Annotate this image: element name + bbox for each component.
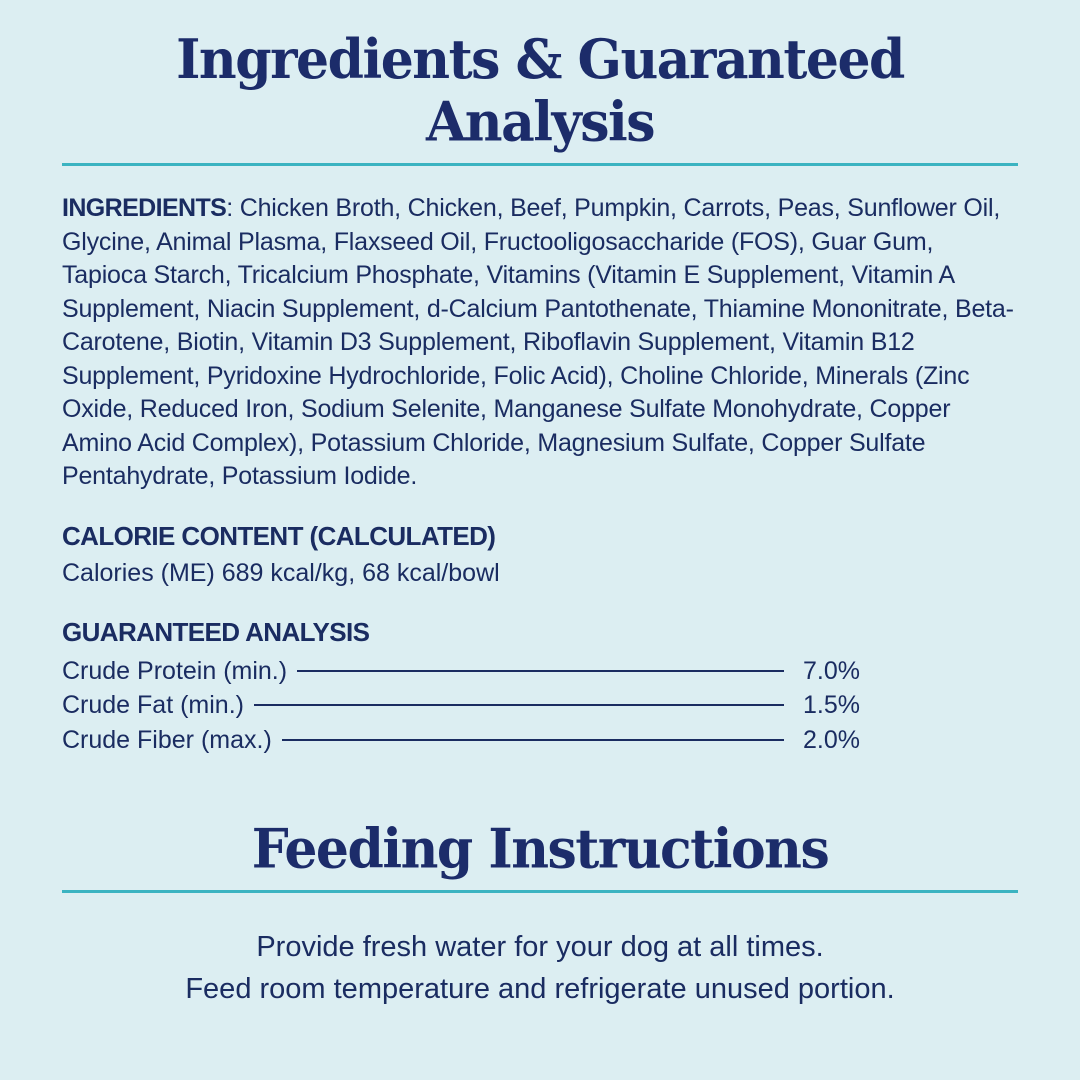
ingredients-label: INGREDIENTS	[62, 194, 227, 222]
title-divider-line	[62, 163, 1018, 166]
ingredients-analysis-title: Ingredients & Guaranteed Analysis	[176, 28, 904, 154]
ingredients-list-text: : Chicken Broth, Chicken, Beef, Pumpkin, Carrots, Peas, Sunflower Oil, Glycine, Animal Plasma, Flaxseed Oil, Fructooligosaccharide (FOS), Guar Gum, Tapioca Starch, Tricalcium Phosphate, Vitamins (Vitamin E Supplement, Vitamin A Supplement, Niacin Supplement, d-Calcium Pantothenate, Thiamine Mononitrate, Beta-Carotene, Biotin, Vitamin D3 Supplement, Riboflavin Supplement, Vitamin B12 Supplement, Pyridoxine Hydrochloride, Folic Acid), Choline Chloride, Minerals (Zinc Oxide, Reduced Iron, Sodium Selenite, Manganese Sulfate Monohydrate, Copper Amino Acid Complex), Potassium Chloride, Magnesium Sulfate, Copper Sulfate Pentahydrate, Potassium Iodide.	[62, 194, 1014, 490]
analysis-row-value: 2.0%	[803, 725, 860, 754]
analysis-row-crude-protein	[62, 654, 860, 689]
guaranteed-analysis-table	[62, 654, 860, 758]
ingredients-paragraph	[62, 192, 1018, 494]
analysis-row-value: 1.5%	[803, 691, 860, 719]
analysis-row-label: Crude Fat (min.)	[62, 691, 244, 719]
analysis-row-value: 7.0%	[803, 656, 860, 685]
analysis-row-label: Crude Fiber (max.)	[62, 725, 272, 754]
calorie-content-value: Calories (ME) 689 kcal/kg, 68 kcal/bowl	[62, 558, 500, 587]
leader-line	[297, 670, 784, 672]
feeding-instructions-text	[62, 927, 1018, 1010]
feeding-line-2: Feed room temperature and refrigerate unused portion.	[185, 972, 895, 1005]
leader-line	[254, 704, 784, 706]
feeding-divider-line	[62, 890, 1018, 893]
feeding-instructions-title: Feeding Instructions	[251, 817, 829, 881]
feeding-line-1: Provide fresh water for your dog at all times.	[256, 931, 824, 963]
guaranteed-analysis-heading: GUARANTEED ANALYSIS	[62, 616, 370, 647]
leader-line	[282, 739, 784, 741]
calorie-content-heading: CALORIE CONTENT (CALCULATED)	[62, 520, 496, 551]
analysis-row-label: Crude Protein (min.)	[62, 656, 288, 685]
analysis-row-crude-fat	[62, 688, 860, 723]
analysis-row-crude-fiber	[62, 723, 860, 758]
